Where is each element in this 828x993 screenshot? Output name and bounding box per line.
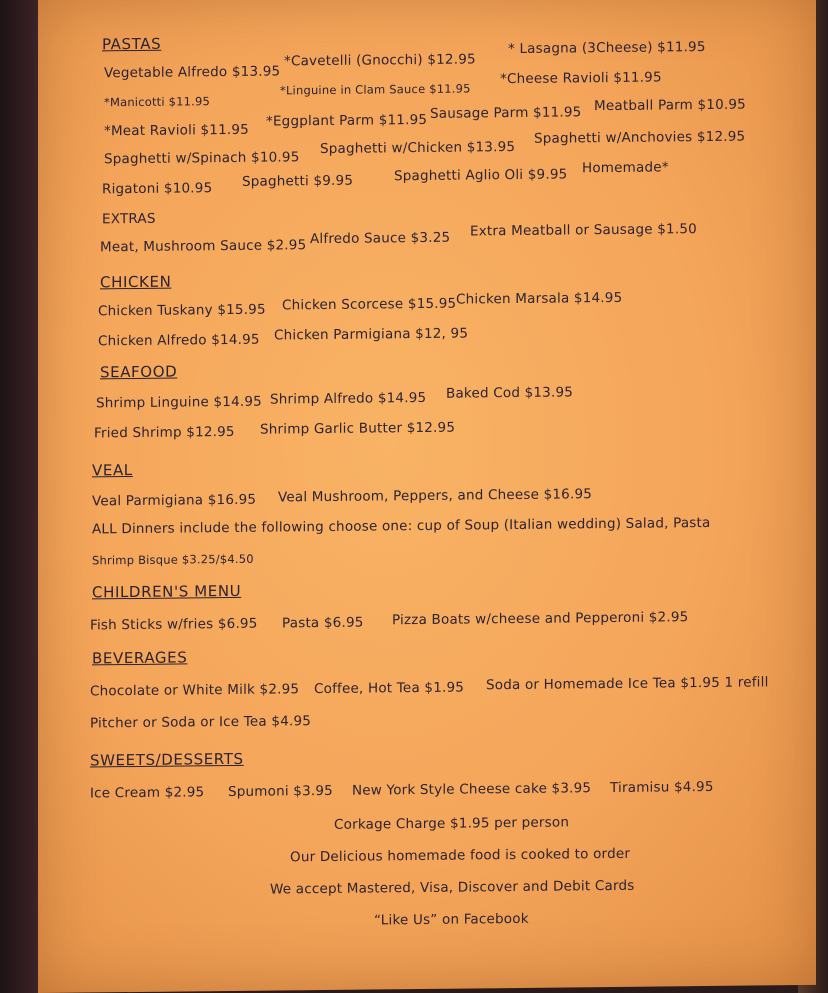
menu-item: Pitcher or Soda or Ice Tea $4.95 [90, 713, 312, 732]
menu-item: *Cheese Ravioli $11.95 [500, 69, 662, 88]
menu-item: Spaghetti w/Spinach $10.95 [104, 149, 300, 168]
pastas-heading: PASTAS [102, 34, 162, 54]
menu-item: Chicken Alfredo $14.95 [98, 331, 260, 350]
menu-item: Veal Parmigiana $16.95 [92, 491, 257, 510]
menu-item: Spaghetti Aglio Oli $9.95 [394, 166, 568, 185]
menu-item: *Meat Ravioli $11.95 [104, 121, 249, 140]
menu-item: Coffee, Hot Tea $1.95 [314, 679, 465, 698]
menu-item: Extra Meatball or Sausage $1.50 [470, 221, 697, 240]
menu-item: Ice Cream $2.95 [90, 784, 205, 802]
menu-item: Pizza Boats w/cheese and Pepperoni $2.95 [392, 609, 689, 629]
menu-item: Vegetable Alfredo $13.95 [104, 63, 281, 82]
seafood-heading: SEAFOOD [100, 362, 178, 382]
payment-note: We accept Mastered, Visa, Discover and Debit Cards [270, 877, 635, 898]
menu-item: Tiramisu $4.95 [610, 778, 714, 797]
beverages-heading: BEVERAGES [92, 648, 188, 668]
menu-item: Spaghetti w/Chicken $13.95 [320, 139, 516, 158]
menu-item: *Eggplant Parm $11.95 [266, 111, 428, 130]
menu-item: Chicken Scorcese $15.95 [282, 295, 457, 314]
veal-heading: VEAL [92, 461, 133, 480]
menu-item: *Cavetelli (Gnocchi) $12.95 [284, 51, 476, 70]
chicken-heading: CHICKEN [100, 272, 172, 292]
menu-item: * Lasagna (3Cheese) $11.95 [508, 39, 706, 58]
menu-item: Fish Sticks w/fries $6.95 [90, 615, 258, 634]
menu-item: *Linguine in Clam Sauce $11.95 [280, 81, 471, 98]
menu-item: Baked Cod $13.95 [446, 384, 574, 402]
menu-item: Fried Shrimp $12.95 [94, 423, 235, 442]
menu-item: Meat, Mushroom Sauce $2.95 [100, 237, 307, 256]
childrens-heading: CHILDREN'S MENU [92, 581, 242, 602]
menu-item: Chicken Parmigiana $12, 95 [274, 325, 469, 344]
menu-item: Veal Mushroom, Peppers, and Cheese $16.95 [278, 486, 593, 506]
extras-heading: EXTRAS [102, 210, 156, 228]
menu-item: Alfredo Sauce $3.25 [310, 229, 451, 248]
menu-item: New York Style Cheese cake $3.95 [352, 780, 592, 799]
menu-item: Pasta $6.95 [282, 614, 364, 632]
menu-item: *Manicotti $11.95 [104, 94, 211, 110]
menu-item: Spumoni $3.95 [228, 782, 333, 801]
facebook-note: “Like Us” on Facebook [374, 910, 529, 929]
menu-item: Shrimp Alfredo $14.95 [270, 389, 427, 408]
menu-item: Chocolate or White Milk $2.95 [90, 681, 300, 700]
menu-item: Spaghetti w/Anchovies $12.95 [534, 128, 746, 147]
homemade-note: Our Delicious homemade food is cooked to order [290, 845, 631, 866]
menu-item: Chicken Tuskany $15.95 [98, 301, 266, 320]
menu-item: Rigatoni $10.95 [102, 180, 213, 198]
menu-item: Shrimp Garlic Butter $12.95 [260, 419, 456, 438]
menu-item: Homemade* [582, 159, 669, 177]
menu-item: Shrimp Linguine $14.95 [96, 393, 262, 412]
menu-item: Soda or Homemade Ice Tea $1.95 1 refill [486, 674, 769, 694]
corkage-note: Corkage Charge $1.95 per person [334, 814, 570, 833]
menu-item: Sausage Parm $11.95 [430, 104, 582, 122]
menu-sheet [38, 0, 816, 993]
menu-item: Spaghetti $9.95 [242, 172, 354, 190]
menu-item: Meatball Parm $10.95 [594, 96, 746, 115]
menu-item: Chicken Marsala $14.95 [456, 289, 623, 308]
bisque-note: Shrimp Bisque $3.25/$4.50 [92, 551, 254, 568]
sweets-heading: SWEETS/DESSERTS [90, 749, 244, 770]
dinners-note: ALL Dinners include the following choose one: cup of Soup (Italian wedding) Salad, Pasta [92, 514, 711, 538]
